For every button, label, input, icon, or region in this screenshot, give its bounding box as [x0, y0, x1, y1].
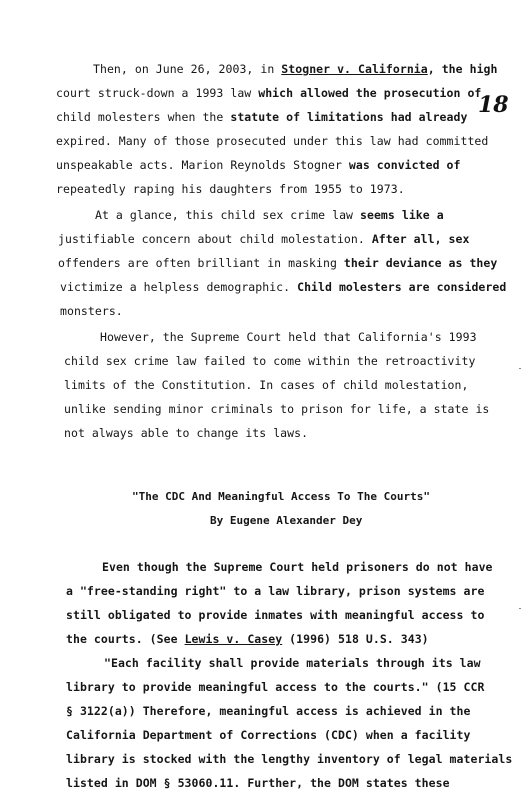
text-span: justifiable concern about child molestation. — [58, 232, 372, 246]
text-span: court struck-down a 1993 law — [56, 86, 259, 100]
text-span: At a glance, this child sex crime law — [95, 208, 360, 222]
text-span: was convicted of — [348, 158, 461, 172]
text-line — [64, 426, 308, 440]
case-citation: Lewis v. Casey — [184, 632, 283, 646]
text-span: (1996) 518 U.S. 343) — [282, 632, 429, 646]
article-byline: By Eugene Alexander Dey — [210, 514, 363, 527]
text-span: child molesters when the — [56, 110, 231, 124]
scan-speck — [519, 368, 521, 369]
text-span: child sex crime law failed to come within the retroactivity — [64, 354, 476, 368]
text-span: limits of the Constitution. In cases of child molestation, — [64, 378, 469, 392]
handwritten-page-number: 18 — [478, 92, 509, 118]
text-span: library to provide meaningful access to the courts." (15 CCR — [66, 680, 485, 694]
text-line — [58, 232, 469, 246]
text-span: a "free-standing right" to a law library, prison systems are — [66, 584, 485, 598]
text-span: offenders are often brilliant in masking — [58, 256, 344, 270]
article-title: "The CDC And Meaningful Access To The Courts" — [132, 490, 431, 503]
text-line — [56, 134, 488, 148]
text-span: still obligated to provide inmates with meaningful access to — [66, 608, 485, 622]
text-span: § 3122(a)) Therefore, meaningful access is achieved in the — [66, 704, 471, 718]
text-span: listed in DOM § 53060.11. Further, the DOM states these — [66, 776, 450, 790]
text-span: , the high — [427, 62, 498, 76]
text-span: monsters. — [60, 304, 123, 318]
text-span: Child molesters are considered — [297, 280, 507, 294]
text-line — [64, 378, 468, 392]
text-line — [64, 402, 489, 416]
text-span: victimize a helpless demographic. — [60, 280, 298, 294]
text-span: statute of limitations had already — [230, 110, 468, 124]
text-span: not always able to change its laws. — [64, 426, 309, 440]
text-span: which allowed the prosecution of — [258, 86, 482, 100]
text-line — [100, 330, 477, 344]
text-span: expired. Many of those prosecuted under this law had committed — [56, 134, 489, 148]
case-citation: Stogner v. California — [281, 62, 428, 76]
text-line — [66, 704, 470, 718]
text-span: "Each facility shall provide materials through its law — [104, 656, 481, 670]
text-line — [56, 110, 467, 124]
text-span: repeatedly raping his daughters from 1955 to 1973. — [56, 182, 405, 196]
text-line — [56, 182, 405, 196]
text-span: unlike sending minor criminals to prison for life, a state is — [64, 402, 490, 416]
text-span: After all, sex — [371, 232, 470, 246]
text-line — [58, 256, 497, 270]
text-span: Even though the Supreme Court held prisoners do not have — [102, 560, 493, 574]
text-span: the courts. (See — [66, 632, 185, 646]
text-line — [66, 752, 512, 766]
text-span: unspeakable acts. Marion Reynolds Stogner — [56, 158, 349, 172]
text-span: Then, on June 26, 2003, in — [93, 62, 282, 76]
text-span: seems like a — [360, 208, 444, 222]
text-line — [60, 304, 123, 318]
text-span: California Department of Corrections (CDC) when a facility — [66, 728, 471, 742]
text-line — [104, 656, 481, 670]
text-line — [56, 158, 460, 172]
text-line — [66, 632, 429, 646]
text-line — [66, 728, 470, 742]
text-line — [66, 680, 484, 694]
text-line — [66, 776, 450, 790]
scan-speck — [519, 608, 521, 609]
text-span: their deviance as they — [343, 256, 498, 270]
text-line — [102, 560, 493, 574]
text-line — [60, 280, 506, 294]
text-line — [95, 208, 444, 222]
text-span: library is stocked with the lengthy inventory of legal materials — [66, 752, 513, 766]
text-line — [93, 62, 498, 76]
text-line — [56, 86, 481, 100]
text-line — [66, 584, 484, 598]
text-span: However, the Supreme Court held that California's 1993 — [100, 330, 477, 344]
text-line — [64, 354, 475, 368]
text-line — [66, 608, 484, 622]
